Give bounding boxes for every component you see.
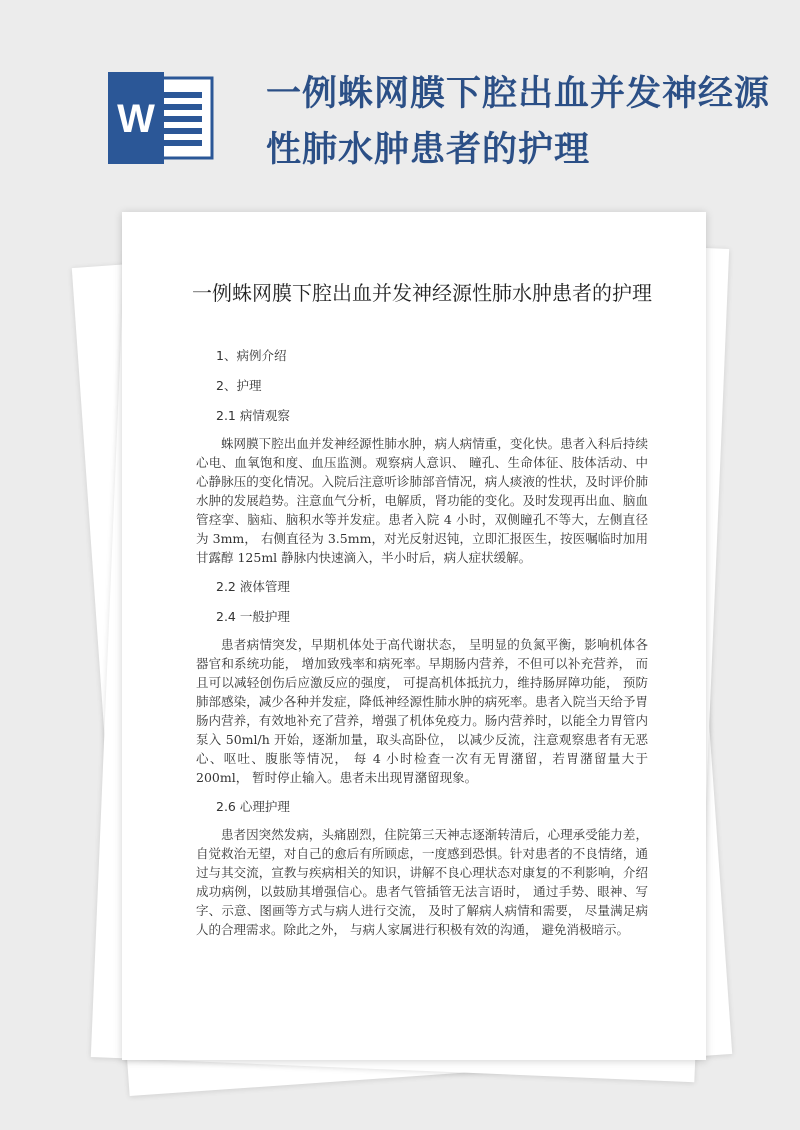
document-page bbox=[122, 212, 706, 1060]
section-paragraph: 蛛网膜下腔出血并发神经源性肺水肿，病人病情重，变化快。患者入科后持续心电、血氧饱和度、血压监测。观察病人意识、 瞳孔、生命体征、肢体活动、中心静脉压的变化情况。入院后注意听诊肺部音情况，病人痰液的性状，及时评价肺水肿的发展趋势。注意血气分析，电解质，肾功能的变化。及时发现再出血、脑血管痉挛、脑疝、脑积水等并发症。患者入院 4 小时，双侧瞳孔不等大，左侧直径为 3mm， 右侧直径为 3.5mm，对光反射迟钝，立即汇报医生，按医嘱临时加用甘露醇 125ml 静脉内快速滴入，半小时后，病人症状缓解。 bbox=[196, 436, 648, 565]
word-document-icon bbox=[106, 72, 218, 164]
section-paragraph: 患者因突然发病，头痛剧烈，住院第三天神志逐渐转清后，心理承受能力差，自觉救治无望，对自己的愈后有所顾虑，一度感到恐惧。针对患者的不良情绪，通过与其交流，宣教与疾病相关的知识，讲解不良心理状态对康复的不利影响，介绍成功病例，以鼓励其增强信心。患者气管插管无法言语时， 通过手势、眼神、写字、示意、图画等方式与病人进行交流， 及时了解病人病情和需要， 尽量满足病人的合理需求。除此之外， 与病人家属进行积极有效的沟通， 避免消极暗示。 bbox=[196, 827, 648, 937]
header-title: 一例蛛网膜下腔出血并发神经源性肺水肿患者的护理 bbox=[266, 74, 771, 170]
section-heading: 2.4 一般护理 bbox=[216, 609, 290, 624]
logo-letter: W bbox=[117, 97, 155, 141]
section-heading: 2、护理 bbox=[216, 378, 262, 393]
section-heading: 2.6 心理护理 bbox=[216, 799, 290, 814]
section-heading: 2.1 病情观察 bbox=[216, 408, 290, 423]
document-body bbox=[196, 348, 648, 939]
page-header bbox=[0, 0, 800, 200]
section-heading: 1、病例介绍 bbox=[216, 348, 287, 363]
document-title: 一例蛛网膜下腔出血并发神经源性肺水肿患者的护理 bbox=[192, 281, 652, 305]
section-heading: 2.2 液体管理 bbox=[216, 579, 290, 594]
section-paragraph: 患者病情突发，早期机体处于高代谢状态， 呈明显的负氮平衡，影响机体各器官和系统功能， 增加致残率和病死率。早期肠内营养，不但可以补充营养， 而且可以减轻创伤后应激反应的强度， 可提高机体抵抗力，维持肠屏障功能， 预防肺部感染，减少各种并发症，降低神经源性肺水肿的病死率。患者入院当天给予胃肠内营养，有效地补充了营养，增强了机体免疫力。肠内营养时，以能全力胃管内泵入 50ml/h 开始，逐渐加量，取头高卧位， 以减少反流，注意观察患者有无恶心、呕吐、腹胀等情况， 每 4 小时检查一次有无胃潴留，若胃潴留量大于 200ml， 暂时停止输入。患者未出现胃潴留现象。 bbox=[196, 637, 648, 785]
